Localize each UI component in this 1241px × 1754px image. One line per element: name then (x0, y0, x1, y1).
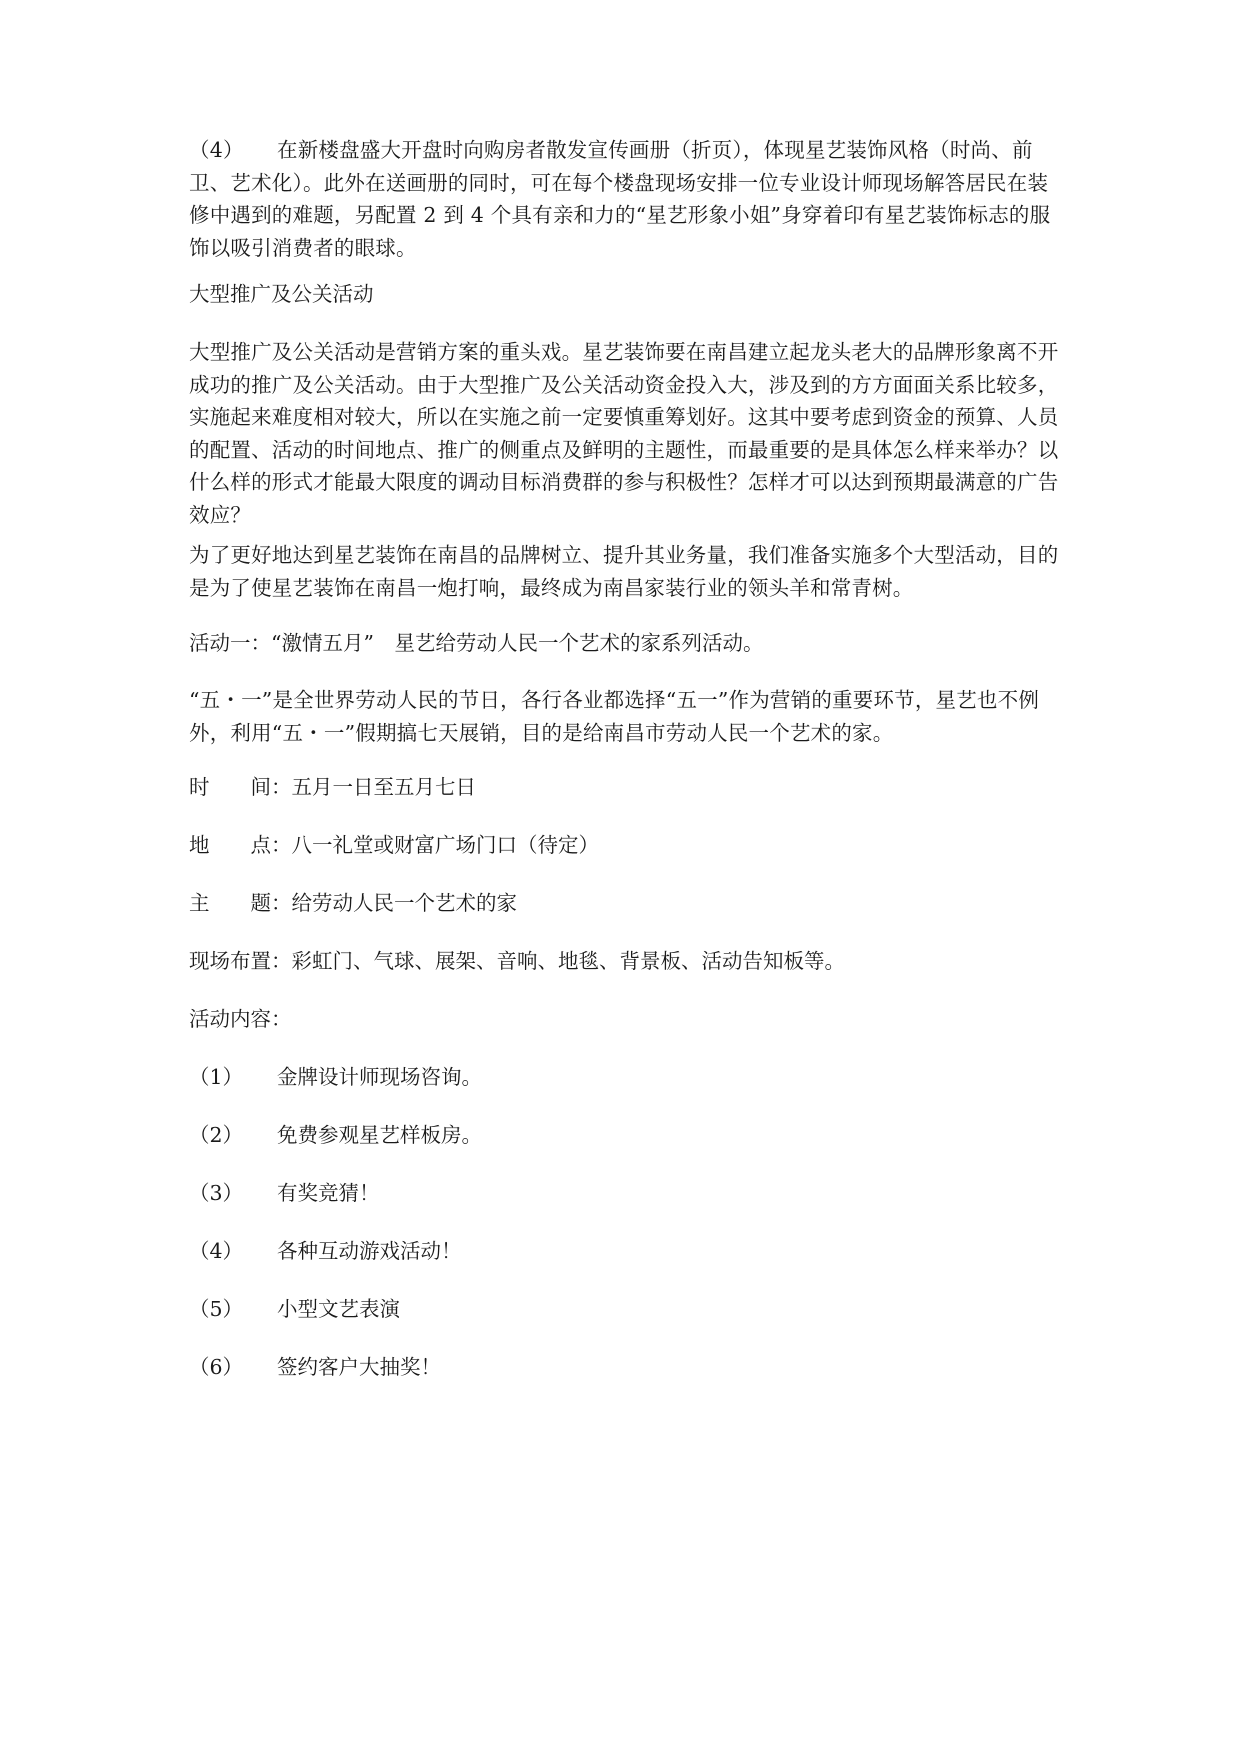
field-layout-value: 彩虹门、气球、展架、音响、地毯、背景板、活动告知板等。 (291, 949, 845, 973)
paragraph-may-day: “五・一”是全世界劳动人民的节日，各行各业都选择“五一”作为营销的重要环节，星艺也不例外，利用“五・一”假期搞七天展销，目的是给南昌市劳动人民一个艺术的家。 (189, 688, 1040, 745)
list-item-text: 签约客户大抽奖！ (277, 1355, 441, 1379)
field-layout-label: 现场布置： (189, 949, 292, 973)
list-item-text: 免费参观星艺样板房。 (277, 1123, 482, 1147)
field-time (189, 771, 1059, 804)
field-time-value: 五月一日至五月七日 (291, 775, 476, 799)
list-item (189, 1061, 1059, 1094)
paragraph-brochure (189, 134, 1059, 264)
list-item (189, 1351, 1059, 1384)
activity-title: 活动一：“激情五月” 星艺给劳动人民一个艺术的家系列活动。 (189, 631, 764, 655)
field-theme-label: 主 题： (189, 891, 292, 915)
list-item-text: 有奖竞猜！ (277, 1181, 380, 1205)
list-item-number: （1） (189, 1065, 244, 1089)
field-theme (189, 887, 1059, 920)
section-heading: 大型推广及公关活动 (189, 282, 374, 306)
field-layout (189, 945, 1059, 978)
list-item (189, 1293, 1059, 1326)
field-place-label: 地 点： (189, 833, 292, 857)
list-item-number: （5） (189, 1297, 244, 1321)
list-item-number: （3） (189, 1181, 244, 1205)
list-item-number: （4） (189, 1239, 244, 1263)
field-place (189, 829, 1059, 862)
paragraph-number: （4） (189, 138, 244, 162)
field-time-label: 时 间： (189, 775, 292, 799)
field-theme-value: 给劳动人民一个艺术的家 (291, 891, 517, 915)
list-item-number: （2） (189, 1123, 244, 1147)
paragraph-goals: 为了更好地达到星艺装饰在南昌的品牌树立、提升其业务量，我们准备实施多个大型活动，目的是为了使星艺装饰在南昌一炮打响，最终成为南昌家装行业的领头羊和常青树。 (189, 543, 1059, 600)
paragraph-text: 在新楼盘盛大开盘时向购房者散发宣传画册（折页），体现星艺装饰风格（时尚、前卫、艺术化）。此外在送画册的同时，可在每个楼盘现场安排一位专业设计师现场解答居民在装修中遇到的难题，另配置 2 到 4 个具有亲和力的“星艺形象小姐”身穿着印有星艺装饰标志的服饰以吸引消费者的眼球。 (189, 138, 1051, 260)
field-place-value: 八一礼堂或财富广场门口（待定） (291, 833, 599, 857)
list-item (189, 1177, 1059, 1210)
list-item (189, 1235, 1059, 1268)
field-content-label: 活动内容： (189, 1007, 292, 1031)
list-item-text: 金牌设计师现场咨询。 (277, 1065, 482, 1089)
list-item-number: （6） (189, 1355, 244, 1379)
list-item-text: 小型文艺表演 (277, 1297, 400, 1321)
list-item (189, 1119, 1059, 1152)
paragraph-promotion-intro: 大型推广及公关活动是营销方案的重头戏。星艺装饰要在南昌建立起龙头老大的品牌形象离不开成功的推广及公关活动。由于大型推广及公关活动资金投入大，涉及到的方方面面关系比较多，实施起来难度相对较大，所以在实施之前一定要慎重筹划好。这其中要考虑到资金的预算、人员的配置、活动的时间地点、推广的侧重点及鲜明的主题性，而最重要的是具体怎么样来举办？以什么样的形式才能最大限度的调动目标消费群的参与积极性？怎样才可以达到预期最满意的广告效应？ (189, 340, 1059, 527)
list-item-text: 各种互动游戏活动！ (277, 1239, 462, 1263)
